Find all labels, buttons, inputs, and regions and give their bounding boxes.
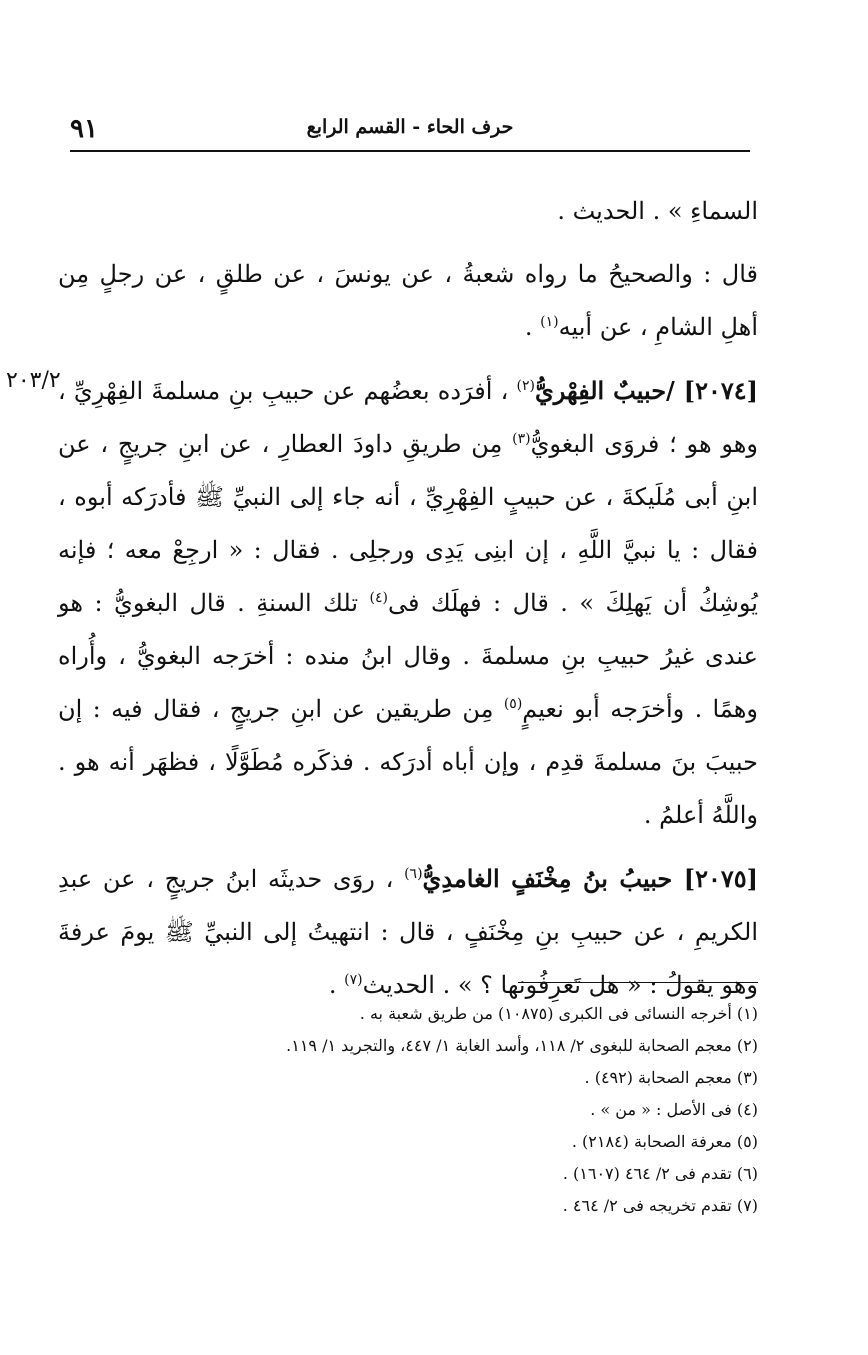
footnote: (١) أخرجه النسائى فى الكبرى (١٠٨٧٥) من طريق شعبة به . (359, 1004, 758, 1023)
footnote: (٤) فى الأصل : « من » . (590, 1100, 758, 1119)
footnote-ref[interactable]: (٥) (503, 696, 523, 712)
footnote: (٢) معجم الصحابة للبغوى ٢/ ١١٨، وأسد الغابة ١/ ٤٤٧، والتجريد ١/ ١١٩. (286, 1036, 758, 1055)
paragraph-text: تلك السنةِ . قال البغويُّ : هو عندى غيرُ حبيبِ بنِ مسلمةَ . وقال ابنُ منده : أخرَجه البغويُّ ، وأُراه وهمًا . وأخرَجه أبو نعيمٍ (58, 589, 758, 723)
paragraph-text: . (328, 971, 345, 999)
paragraph-2 (58, 248, 758, 354)
footnote-ref[interactable]: (٢) (516, 378, 536, 394)
footnote: (٧) تقدم تخريجه فى ٢/ ٤٦٤ . (562, 1196, 758, 1215)
paragraph-text: السماءِ » . الحديث . (557, 197, 758, 225)
paragraph-1 (58, 185, 758, 238)
footnote-ref[interactable]: (٧) (344, 972, 363, 988)
footnote-ref[interactable]: (٦) (404, 866, 423, 882)
footnote: (٦) تقدم فى ٢/ ٤٦٤ (١٦٠٧) . (562, 1164, 758, 1183)
header-rule (70, 150, 750, 152)
margin-reference: ٢٠٣/٢ (6, 368, 61, 393)
running-title: حرف الحاء - القسم الرابع (306, 116, 514, 138)
entry-2075 (58, 852, 758, 1012)
footnote: (٥) معرفة الصحابة (٢١٨٤) . (571, 1132, 758, 1151)
footnote-ref[interactable]: (٣) (512, 431, 531, 447)
paragraph-text: مِن طريقين عن ابنِ جريجٍ ، فقال فيه : إن حبيبَ بنَ مسلمةَ قدِم ، وإن أباه أدرَكه . فذكَره مُطَوَّلًا ، فظهَر أنه هو . واللَّهُ أعلمُ . (58, 695, 758, 829)
page-number: ٩١ (70, 114, 98, 144)
entry-number: [٢٠٧٥] (683, 864, 758, 893)
main-text (58, 185, 758, 1022)
footnote: (٣) معجم الصحابة (٤٩٢) . (584, 1068, 758, 1087)
paragraph-text: . (524, 313, 541, 341)
paragraph-text: ، روَى حديثَه ابنُ جريجٍ ، عن عبدِ الكريمِ ، عن حبيبِ بنِ مِخْنَفٍ ، قال : انتهيتُ إلى النبيِّ ﷺ يومَ عرفةَ وهو يقولُ : « هل تَعرِفُونها ؟ » . الحديث (58, 865, 758, 999)
entry-name: /حبيبٌ الفِهْريُّ (535, 376, 684, 405)
paragraph-text: مِن طريقِ داودَ العطارِ ، عن ابنِ جريجٍ ، عن ابنِ أبى مُلَيكةَ ، عن حبيبٍ الفِهْرِيِّ ، أنه جاء إلى النبيِّ ﷺ فأدرَكه أبوه ، فقال : يا نبيَّ اللَّهِ ، إن ابنِى يَدِى ورجلِى . فقال : « ارجِعْ معه ؛ فإنه يُوشِكُ أن يَهلِكَ » . قال : فهلَك فى (58, 430, 758, 617)
entry-number: [٢٠٧٤] (683, 376, 758, 405)
footnote-ref[interactable]: (٤) (369, 590, 388, 606)
paragraph-text: قال : والصحيحُ ما رواه شعبةُ ، عن يونسَ ، عن طلقٍ ، عن رجلٍ مِن أهلِ الشامِ ، عن أبيه (58, 260, 758, 341)
entry-name: حبيبُ بنُ مِخْنَفٍ الغامدِيُّ (422, 864, 684, 893)
footnote-separator (518, 982, 758, 983)
paragraph-text: ، أفرَده بعضُهم عن حبيبِ بنِ مسلمةَ الفِهْرِيِّ ، وهو هو ؛ فروَى البغويُّ (58, 377, 759, 458)
entry-2074 (58, 364, 758, 842)
page-header (70, 108, 750, 152)
footnote-ref[interactable]: (١) (540, 314, 559, 330)
footnotes (100, 998, 758, 1222)
